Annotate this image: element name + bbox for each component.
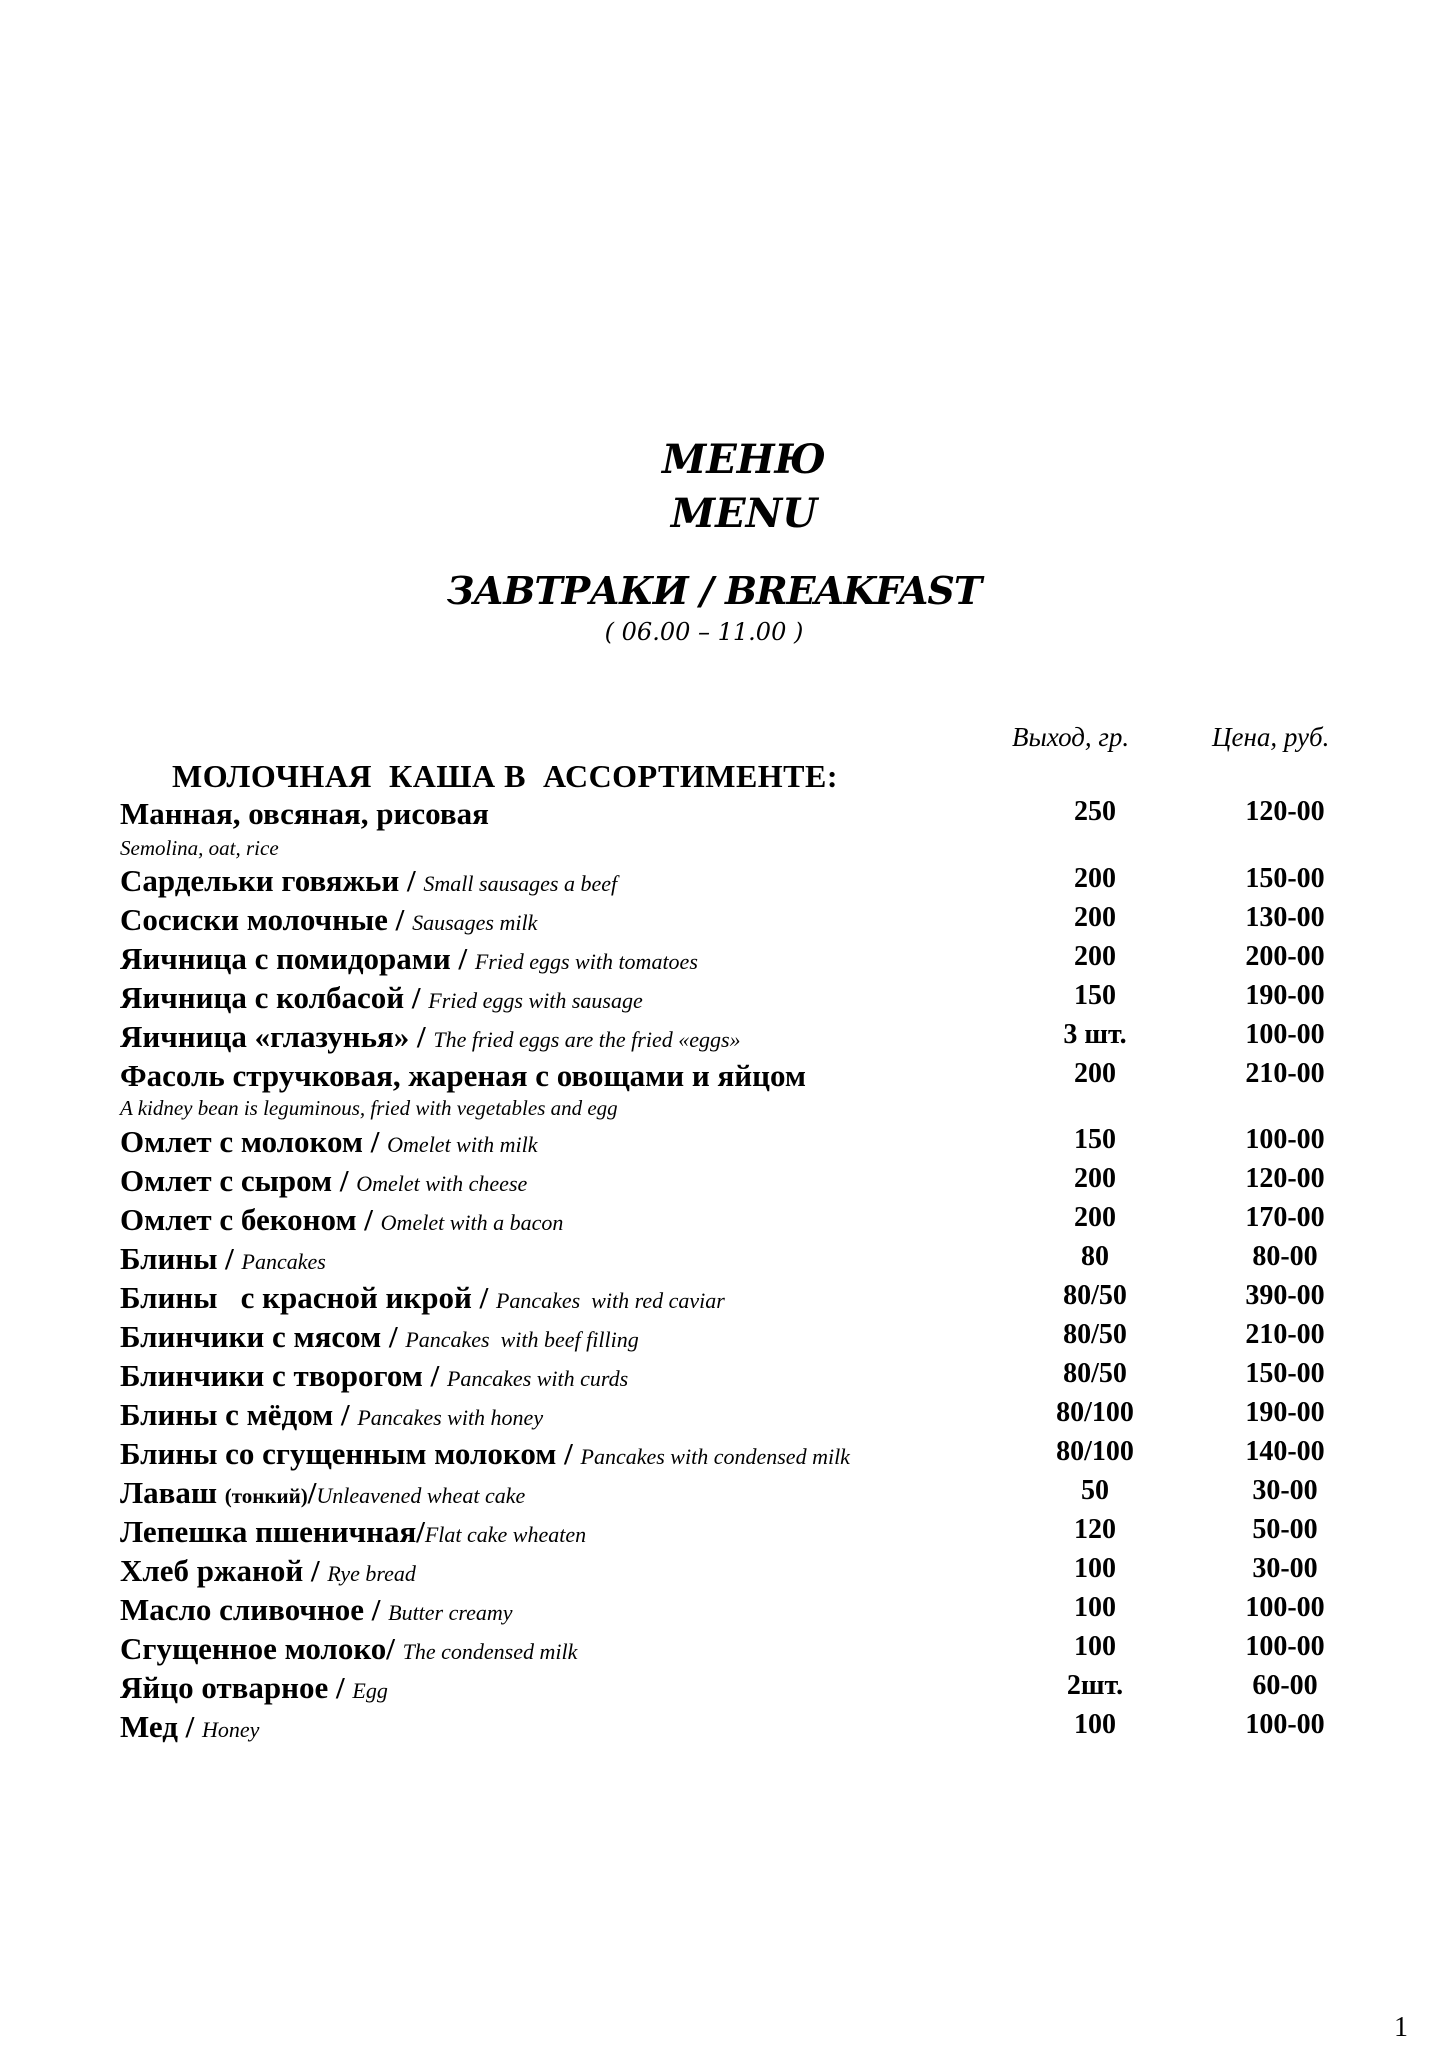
menu-item xyxy=(120,1709,1340,1745)
item-weight: 80/100 xyxy=(1056,1436,1134,1467)
menu-item xyxy=(120,902,1340,938)
page-number: 1 xyxy=(1394,2012,1408,2043)
item-name: Мед / xyxy=(120,1709,202,1744)
breakfast-hours: ( 06.00 – 11.00 ) xyxy=(604,618,804,646)
menu-item xyxy=(120,1124,1340,1160)
item-name: Фасоль стручковая, жареная с овощами и яйцом xyxy=(120,1058,807,1093)
breakfast-section-title: ЗАВТРАКИ / BREAKFAST xyxy=(446,568,982,613)
menu-item xyxy=(120,1592,1340,1628)
item-weight: 100 xyxy=(1074,1631,1116,1662)
menu-item xyxy=(120,1241,1340,1277)
menu-item xyxy=(120,1514,1340,1550)
item-name-main: Лаваш xyxy=(120,1475,225,1510)
item-name: Яйцо отварное / xyxy=(120,1670,353,1705)
item-price: 120-00 xyxy=(1245,796,1325,827)
menu-title-ru: МЕНЮ xyxy=(661,436,827,483)
item-name: Блины / xyxy=(120,1241,242,1276)
item-weight: 250 xyxy=(1074,796,1116,827)
item-price: 150-00 xyxy=(1245,1358,1325,1389)
item-weight: 80/50 xyxy=(1063,1358,1127,1389)
item-weight: 80 xyxy=(1081,1241,1109,1272)
item-english-name: Omelet with cheese xyxy=(356,1171,528,1196)
menu-item xyxy=(120,1202,1340,1238)
item-name-note: (тонкий) xyxy=(224,1484,308,1508)
item-price: 140-00 xyxy=(1245,1436,1325,1467)
menu-item xyxy=(120,980,1340,1016)
item-weight: 100 xyxy=(1074,1709,1116,1740)
item-name: Масло сливочное / xyxy=(120,1592,389,1627)
menu-item xyxy=(120,1631,1340,1667)
item-english-name: Omelet with milk xyxy=(387,1132,538,1157)
item-price: 390-00 xyxy=(1245,1280,1325,1311)
item-english-name: Fried eggs with tomatoes xyxy=(474,949,698,974)
item-price: 120-00 xyxy=(1245,1163,1325,1194)
menu-item xyxy=(120,796,1340,860)
item-english-name: Small sausages a beef xyxy=(423,871,618,896)
item-price: 200-00 xyxy=(1245,941,1325,972)
item-price: 80-00 xyxy=(1252,1241,1318,1272)
porridge-category-heading: МОЛОЧНАЯ КАША В АССОРТИМЕНТЕ: xyxy=(172,758,839,794)
item-english-name: Flat cake wheaten xyxy=(424,1522,587,1547)
item-weight: 50 xyxy=(1081,1475,1109,1506)
item-english-name: Pancakes with curds xyxy=(446,1366,629,1391)
item-price: 30-00 xyxy=(1252,1553,1318,1584)
item-weight: 150 xyxy=(1074,980,1116,1011)
item-english-name: Sausages milk xyxy=(412,910,538,935)
item-weight: 200 xyxy=(1074,1202,1116,1233)
item-english-name: Omelet with a bacon xyxy=(380,1210,564,1235)
item-name: Сардельки говяжьи / xyxy=(120,863,424,898)
menu-item xyxy=(120,1397,1340,1433)
menu-item xyxy=(120,1019,1340,1055)
item-english-name: Pancakes with red caviar xyxy=(495,1288,725,1313)
item-name xyxy=(120,1475,316,1510)
menu-item xyxy=(120,1280,1340,1316)
item-price: 190-00 xyxy=(1245,980,1325,1011)
menu-item xyxy=(120,1058,1340,1120)
item-price: 210-00 xyxy=(1245,1319,1325,1350)
item-price: 60-00 xyxy=(1252,1670,1318,1701)
item-weight: 200 xyxy=(1074,902,1116,933)
item-price: 30-00 xyxy=(1252,1475,1318,1506)
menu-item xyxy=(120,863,1340,899)
item-english-subtitle: Semolina, oat, rice xyxy=(120,836,279,860)
item-price: 190-00 xyxy=(1245,1397,1325,1428)
price-column-header: Цена, руб. xyxy=(1212,722,1330,752)
menu-item xyxy=(120,1319,1340,1355)
item-name: Блины со сгущенным молоком / xyxy=(120,1436,581,1471)
item-english-name: Honey xyxy=(202,1717,260,1742)
item-name: Блины с красной икрой / xyxy=(120,1280,496,1315)
item-weight: 150 xyxy=(1074,1124,1116,1155)
menu-item xyxy=(120,1163,1340,1199)
item-name: Лепешка пшеничная/ xyxy=(120,1514,425,1549)
item-name: Блинчики с мясом / xyxy=(120,1319,406,1354)
item-price: 100-00 xyxy=(1245,1019,1325,1050)
item-name: Блины с мёдом / xyxy=(120,1397,358,1432)
item-name: Яичница «глазунья» / xyxy=(120,1019,434,1054)
item-weight: 80/50 xyxy=(1063,1280,1127,1311)
item-name: Яичница с помидорами / xyxy=(120,941,475,976)
item-weight: 3 шт. xyxy=(1063,1019,1127,1050)
item-price: 50-00 xyxy=(1252,1514,1318,1545)
item-english-name: Butter creamy xyxy=(388,1600,513,1625)
item-price: 170-00 xyxy=(1245,1202,1325,1233)
item-name: Сосиски молочные / xyxy=(120,902,413,937)
item-price: 130-00 xyxy=(1245,902,1325,933)
menu-item xyxy=(120,1670,1340,1706)
item-english-name: Rye bread xyxy=(327,1561,416,1586)
item-english-name: Pancakes with beef filling xyxy=(405,1327,639,1352)
item-name: Омлет с молоком / xyxy=(120,1124,388,1159)
item-english-name: The condensed milk xyxy=(402,1639,578,1664)
item-weight: 80/50 xyxy=(1063,1319,1127,1350)
menu-item xyxy=(120,1436,1340,1472)
item-weight: 100 xyxy=(1074,1553,1116,1584)
menu-item xyxy=(120,1358,1340,1394)
item-name: Омлет с сыром / xyxy=(120,1163,357,1198)
item-english-name: The fried eggs are the fried «eggs» xyxy=(433,1027,741,1052)
item-english-name: Fried eggs with sausage xyxy=(428,988,643,1013)
item-weight: 200 xyxy=(1074,1058,1116,1089)
item-english-name: Pancakes with condensed milk xyxy=(580,1444,850,1469)
item-name: Омлет с беконом / xyxy=(120,1202,381,1237)
item-english-subtitle: A kidney bean is leguminous, fried with vegetables and egg xyxy=(120,1096,618,1120)
menu-item xyxy=(120,1475,1340,1511)
item-weight: 100 xyxy=(1074,1592,1116,1623)
menu-item xyxy=(120,1553,1340,1589)
item-english-name: Egg xyxy=(352,1678,388,1703)
item-english-name: Pancakes with honey xyxy=(357,1405,544,1430)
item-name: Сгущенное молоко/ xyxy=(120,1631,403,1666)
item-price: 100-00 xyxy=(1245,1592,1325,1623)
item-price: 210-00 xyxy=(1245,1058,1325,1089)
item-name: Манная, овсяная, рисовая xyxy=(120,796,489,831)
item-price: 150-00 xyxy=(1245,863,1325,894)
item-name: Хлеб ржаной / xyxy=(120,1553,328,1588)
item-weight: 200 xyxy=(1074,941,1116,972)
item-weight: 2шт. xyxy=(1066,1670,1124,1701)
item-price: 100-00 xyxy=(1245,1631,1325,1662)
item-weight: 120 xyxy=(1074,1514,1116,1545)
item-weight: 200 xyxy=(1074,863,1116,894)
weight-column-header: Выход, гр. xyxy=(1012,722,1130,752)
item-name-separator: / xyxy=(307,1475,317,1510)
item-name: Яичница с колбасой / xyxy=(120,980,429,1015)
item-english-name: Pancakes xyxy=(241,1249,326,1274)
item-weight: 200 xyxy=(1074,1163,1116,1194)
item-weight: 80/100 xyxy=(1056,1397,1134,1428)
item-english-name: Unleavened wheat cake xyxy=(316,1483,526,1508)
menu-item xyxy=(120,941,1340,977)
item-price: 100-00 xyxy=(1245,1709,1325,1740)
menu-title-en: MENU xyxy=(670,490,818,537)
item-name: Блинчики с творогом / xyxy=(120,1358,447,1393)
item-price: 100-00 xyxy=(1245,1124,1325,1155)
